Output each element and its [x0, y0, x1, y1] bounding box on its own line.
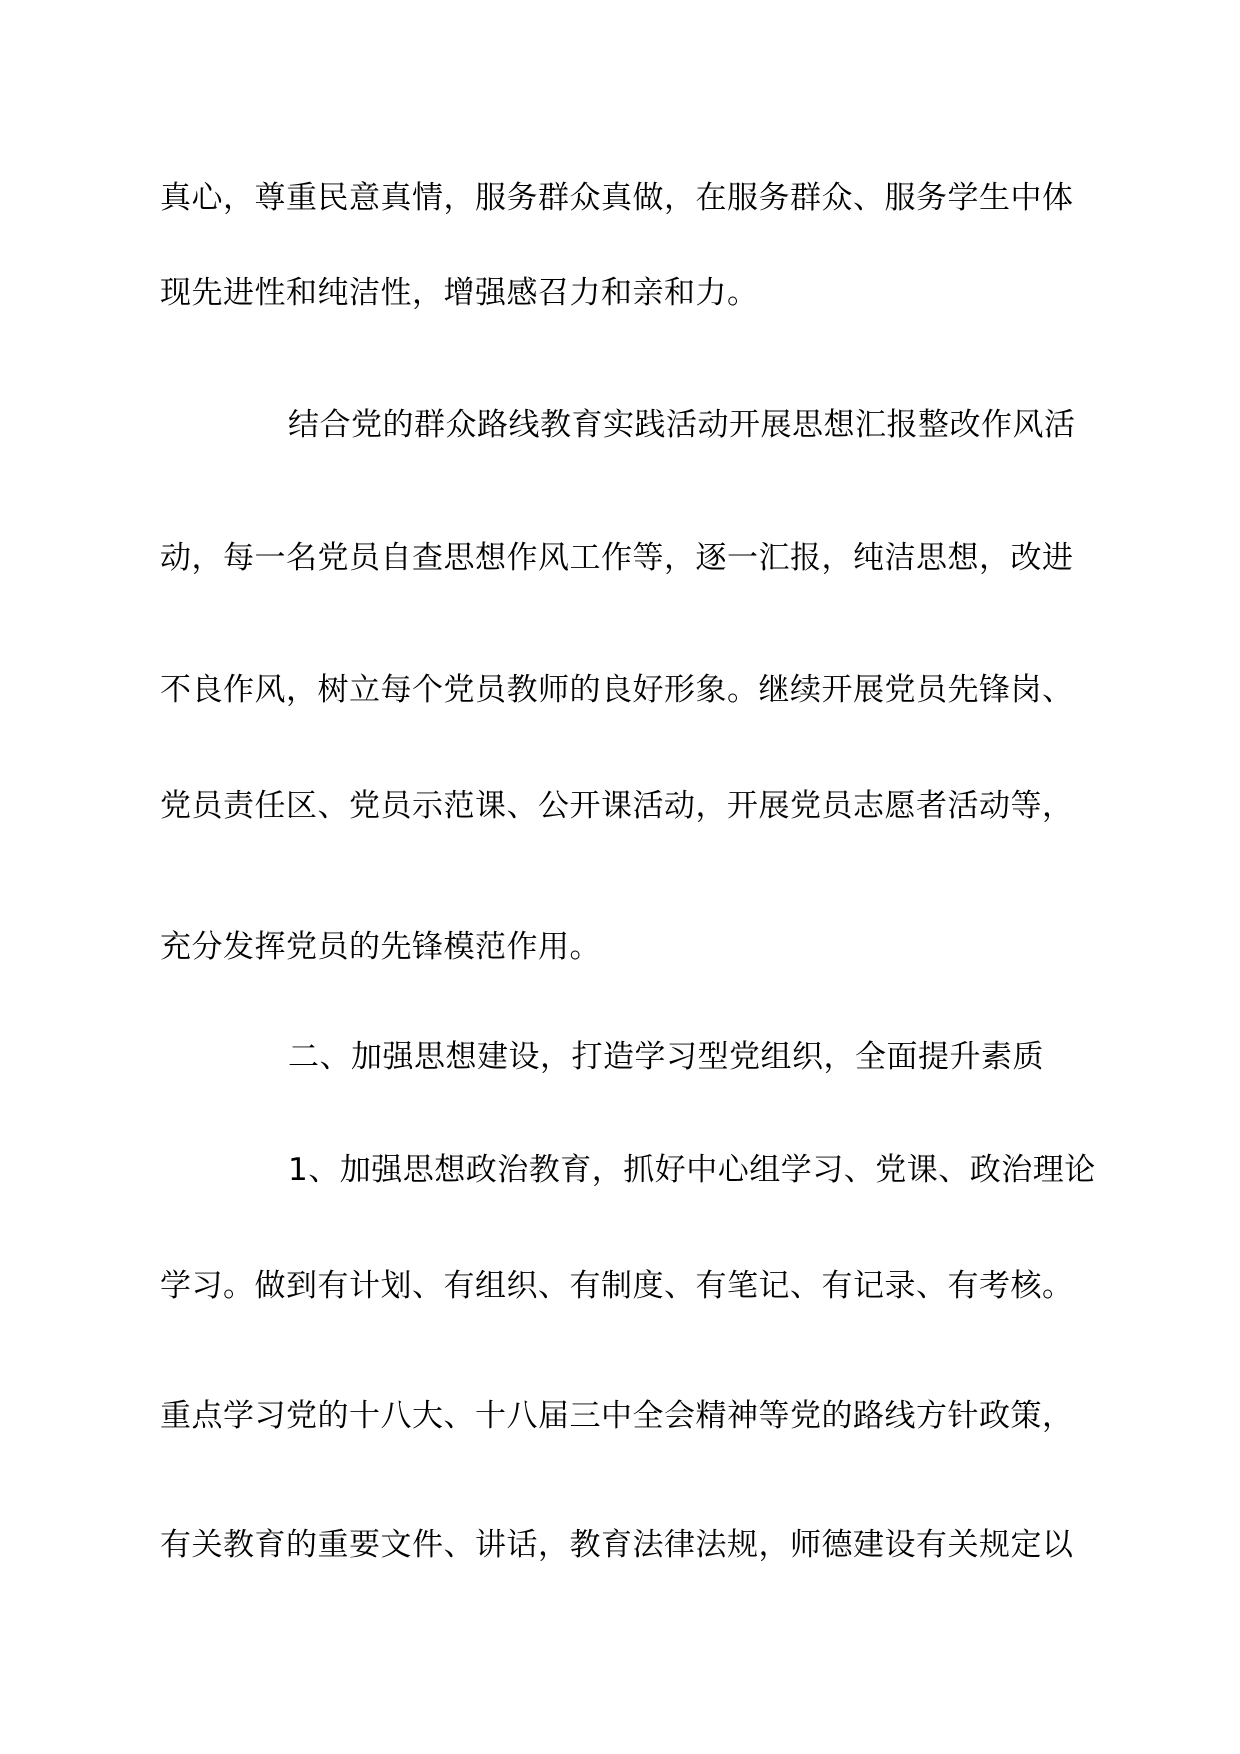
paragraph-line: 学习。做到有计划、有组织、有制度、有笔记、有记录、有考核。 [160, 1268, 1074, 1304]
paragraph-line: 充分发挥党员的先锋模范作用。 [160, 929, 601, 965]
paragraph-line: 党员责任区、党员示范课、公开课活动，开展党员志愿者活动等， [160, 788, 1074, 824]
paragraph-line: 有关教育的重要文件、讲话，教育法律法规，师德建设有关规定以 [160, 1527, 1074, 1563]
paragraph-line: 动，每一名党员自查思想作风工作等，逐一汇报，纯洁思想，改进 [160, 540, 1074, 576]
section-heading: 二、加强思想建设，打造学习型党组织，全面提升素质 [288, 1039, 1044, 1075]
paragraph-line: 现先进性和纯洁性，增强感召力和亲和力。 [160, 275, 759, 311]
paragraph-line: 真心，尊重民意真情，服务群众真做，在服务群众、服务学生中体 [160, 180, 1074, 216]
paragraph-line: 不良作风，树立每个党员教师的良好形象。继续开展党员先锋岗、 [160, 672, 1074, 708]
paragraph-line: 1、加强思想政治教育，抓好中心组学习、党课、政治理论 [288, 1152, 1096, 1188]
paragraph-line: 重点学习党的十八大、十八届三中全会精神等党的路线方针政策， [160, 1398, 1074, 1434]
paragraph-line: 结合党的群众路线教育实践活动开展思想汇报整改作风活 [288, 407, 1076, 443]
